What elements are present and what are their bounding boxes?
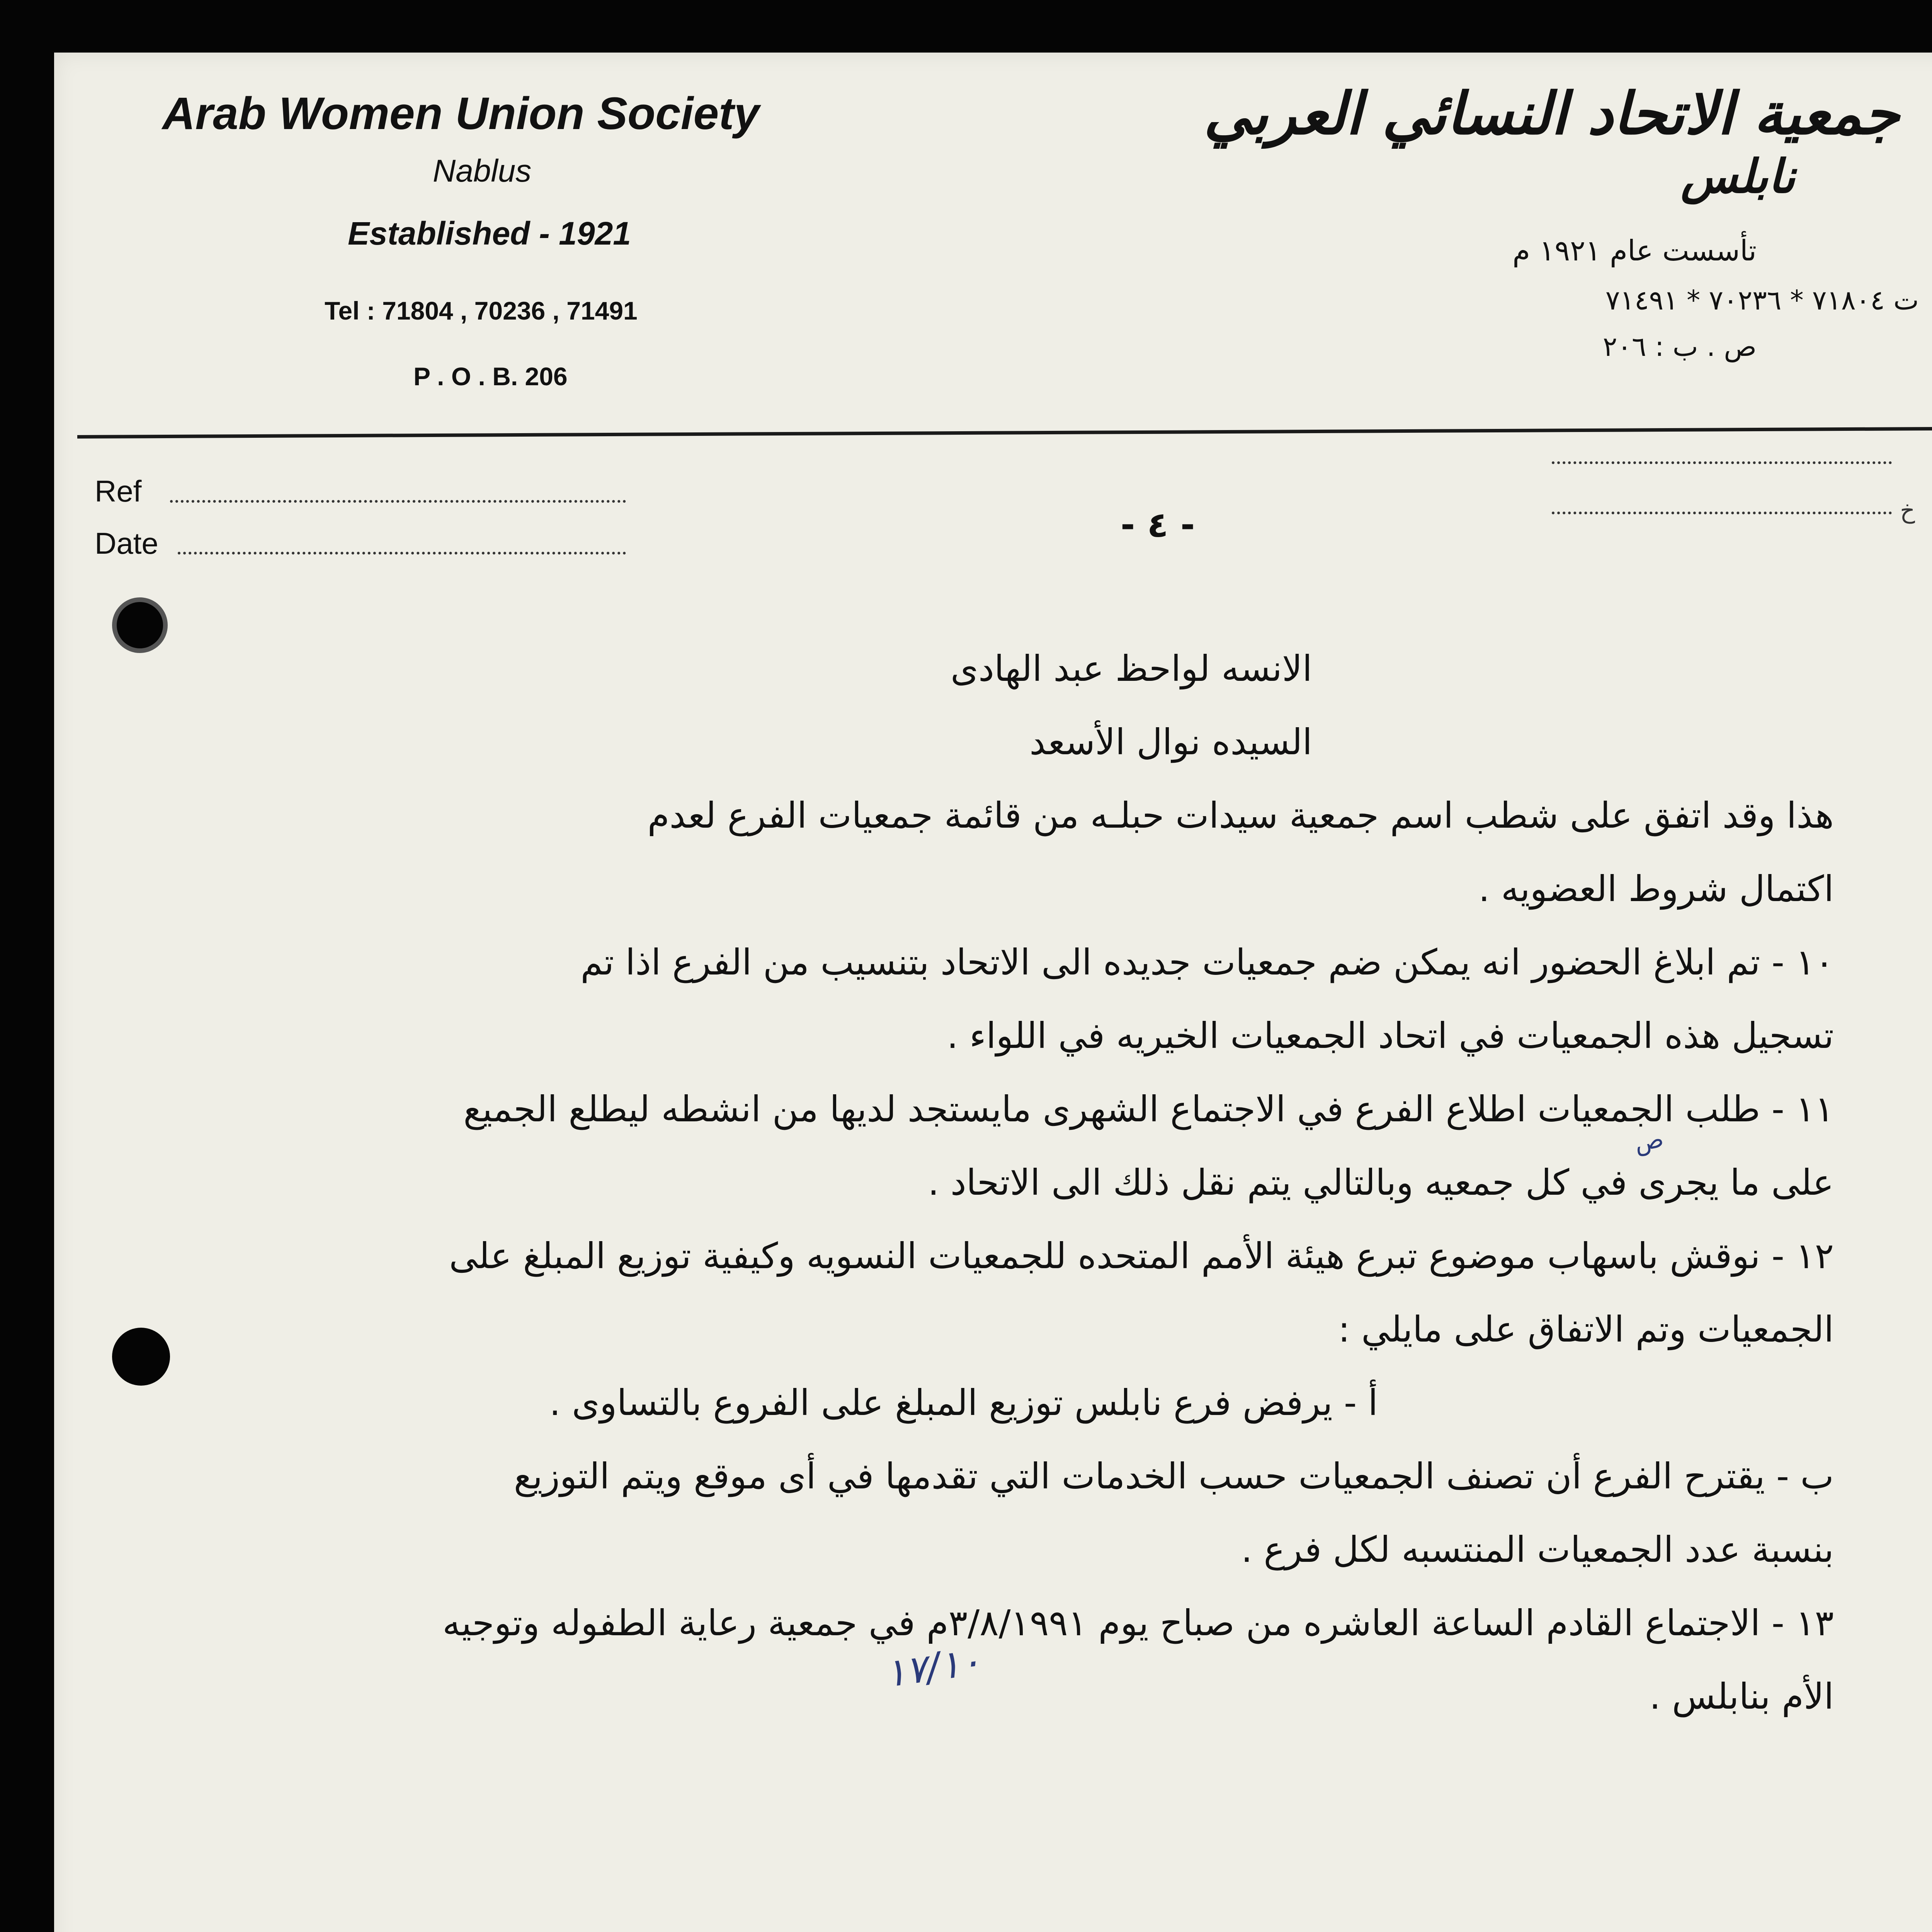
- body-line: تسجيل هذه الجمعيات في اتحاد الجمعيات الخيريه في اللواء .: [947, 1015, 1834, 1056]
- letter-body: [250, 632, 1834, 1733]
- letter-sheet: [54, 53, 1932, 1932]
- body-line: ب - يقترح الفرع أن تصنف الجمعيات حسب الخدمات التي تقدمها في أى موقع ويتم التوزيع: [514, 1456, 1834, 1497]
- body-line: السيده نوال الأسعد: [1029, 721, 1312, 763]
- body-line: بنسبة عدد الجمعيات المنتسبه لكل فرع .: [1241, 1529, 1834, 1570]
- body-line: الأم بنابلس .: [1649, 1676, 1834, 1717]
- body-line: ١٢ - نوقش باسهاب موضوع تبرع هيئة الأمم المتحده للجمعيات النسويه وكيفية توزيع المبلغ على: [449, 1235, 1834, 1277]
- body-line: هذا وقد اتفق على شطب اسم جمعية سيدات حبلـه من قائمة جمعيات الفرع لعدم: [647, 795, 1834, 836]
- ref-label: Ref: [95, 474, 142, 508]
- arabic-field-line-2: [1552, 512, 1892, 514]
- punch-hole-middle: [112, 1328, 170, 1386]
- arabic-field-line-1: [1552, 461, 1892, 464]
- po-box-english: P . O . B. 206: [413, 362, 568, 391]
- punch-hole-top: [112, 597, 168, 653]
- body-line: على ما يجرى في كل جمعيه وبالتالي يتم نقل ذلك الى الاتحاد .: [928, 1162, 1834, 1203]
- established-english: Established - 1921: [348, 215, 631, 252]
- handwritten-mark: ص: [1632, 1124, 1666, 1157]
- org-name-arabic: جمعية الاتحاد النسائي العربي: [1204, 80, 1900, 148]
- arabic-field-mark: خ: [1900, 497, 1915, 524]
- letterhead-divider: [77, 427, 1932, 439]
- date-field-line: [178, 552, 626, 554]
- body-line: الانسه لواحظ عبد الهادى: [950, 648, 1312, 689]
- po-box-arabic: ص . ب : ٢٠٦: [1602, 331, 1757, 362]
- handwritten-date: ١٧/١٠: [882, 1638, 984, 1696]
- body-line: أ - يرفض فرع نابلس توزيع المبلغ على الفروع بالتساوى .: [549, 1382, 1378, 1423]
- ref-field-line: [170, 500, 626, 503]
- body-line: الجمعيات وتم الاتفاق على مايلي :: [1338, 1309, 1834, 1350]
- telephone-english: Tel : 71804 , 70236 , 71491: [325, 296, 638, 325]
- body-line: اكتمال شروط العضويه .: [1478, 868, 1834, 910]
- page-number: - ٤ -: [1121, 505, 1195, 545]
- org-city-arabic: نابلس: [1680, 149, 1795, 204]
- org-name-english: Arab Women Union Society: [162, 88, 760, 139]
- body-line: ١٣ - الاجتماع القادم الساعة العاشره من صباح يوم ٣/٨/١٩٩١م في جمعية رعاية الطفوله وتوجيه: [442, 1602, 1834, 1644]
- body-line: ١١ - طلب الجمعيات اطلاع الفرع في الاجتماع الشهرى مايستجد لديها من انشطه ليطلع الجميع: [463, 1088, 1834, 1130]
- org-city-english: Nablus: [433, 153, 532, 189]
- date-label: Date: [95, 526, 158, 560]
- established-arabic: تأسست عام ١٩٢١ م: [1512, 234, 1757, 267]
- telephone-arabic: ت ٧١٨٠٤ * ٧٠٢٣٦ * ٧١٤٩١: [1605, 284, 1919, 316]
- body-line: ١٠ - تم ابلاغ الحضور انه يمكن ضم جمعيات جديده الى الاتحاد بتنسيب من الفرع اذا تم: [580, 942, 1834, 983]
